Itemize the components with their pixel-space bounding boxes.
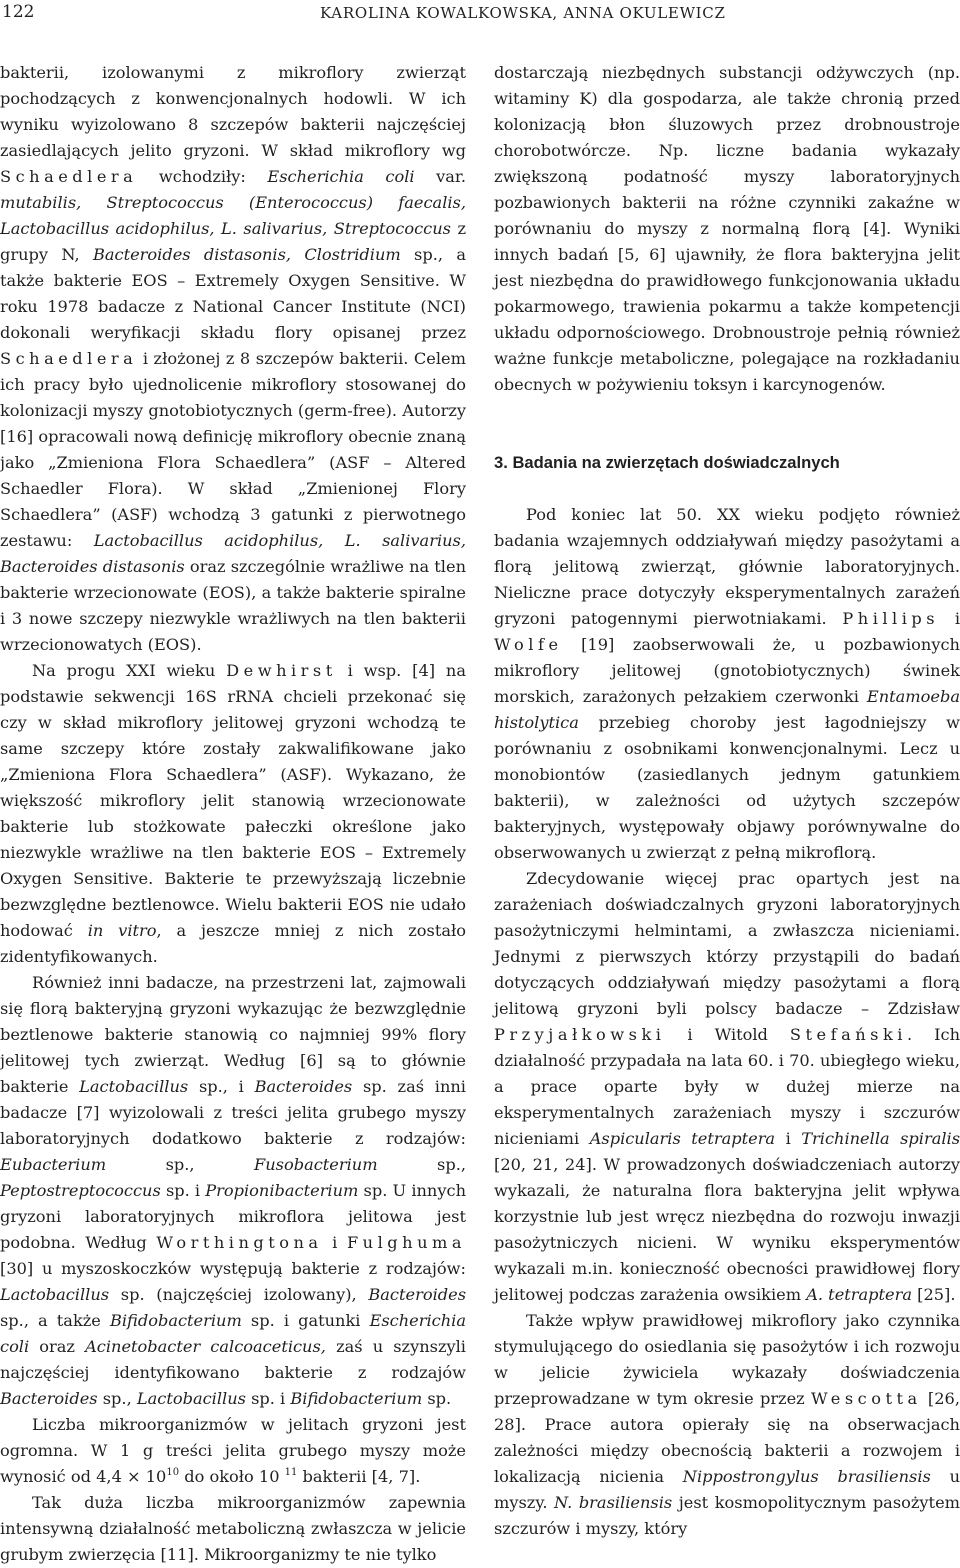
paragraph: Tak duża liczba mikroorganizmów zapewnia intensywną działalność metaboliczną zwłaszcza w jelicie grubym zwierzęcia [11]. Mikroorganizmy te nie tylko (0, 1493, 466, 1564)
left-column (0, 60, 466, 1568)
page-header (0, 0, 960, 26)
author-name: Phillips (842, 609, 940, 628)
paragraph: bakterii, izolowanymi z mikroflory zwierząt pochodzących z konwencjonalnych hodowli. W ich wyniku wyizolowano 8 szczepów bakterii najczęściej zasiedlających jelito gryzoni. W skład mikroflory wg Schaedlera wchodziły: Escherichia coli var. mutabilis, Streptococcus (Enterococcus) faecalis, Lactobacillus acidophilus, L. salivarius, Streptococcus z grupy N, Bacteroides distasonis, Clostridium sp., a także bakterie EOS – Extremely Oxygen Sensitive. W roku 1978 badacze z National Cancer Institute (NCI) dokonali weryfikacji składu flory opisanej przez Schaedlera i złożonej z 8 szczepów bakterii. Celem ich pracy było ujednolicenie mikroflory stosowanej do kolonizacji myszy gnotobiotycznych (germ-free). Autorzy [16] opracowali nową definicję mikroflory obecnie znaną jako „Zmieniona Flora Schaedlera” (ASF – Altered Schaedler Flora). W skład „Zmienionej Flory Schaedlera” (ASF) wchodzą 3 gatunki z pierwotnego zestawu: Lactobacillus acidophilus, L. salivarius, Bacteroides distasonis oraz szczególnie wrażliwe na tlen bakterie wrzecionowate (EOS), a także bakterie spiralne i 3 nowe szczepy niezwykle wrażliwych na tlen bakterii wrzecionowatych (EOS). (0, 63, 466, 654)
paragraph: Także wpływ prawidłowej mikroflory jako czynnika stymulującego do osiedlania się pasożytów i ich rozwoju w jelicie żywiciela wykazały doświadczenia przeprowadzane w tym okresie przez Wescotta [26, 28]. Prace autora opierały się na obserwacjach zależności między obecnością bakterii a rozwojem i lokalizacją nicienia Nippostrongylus brasiliensis u myszy. N. brasiliensis jest kosmopolitycznym pasożytem szczurów i myszy, który (494, 1311, 960, 1538)
exponent: 10 (166, 1467, 180, 1478)
author-name: Fulghuma (346, 1233, 467, 1252)
paragraph: Pod koniec lat 50. XX wieku podjęto również badania wzajemnych oddziaływań między pasożytami a florą jelitową zwierząt, głównie laboratoryjnych. Nieliczne prace dotyczyły eksperymentalnych zarażeń gryzoni patogennymi pierwotniakami. Phillips i Wolfe [19] zaobserwowali że, u pozbawionych mikroflory jelitowej (gnotobiotycznych) świnek morskich, zarażonych pełzakiem czerwonki Entamoeba histolytica przebieg choroby jest łagodniejszy w porównaniu z osobnikami konwencjonalnymi. Lecz u monobiontów (zasiedlanych jednym gatunkiem bakterii), w zależności od użytych szczepów bakteryjnych, występowały objawy porównywalne do obserwowanych u zwierząt z pełną mikroflorą. (494, 505, 960, 862)
right-column (494, 60, 960, 1542)
section-heading: 3. Badania na zwierzętach doświadczalnych (494, 453, 840, 472)
page-number: 122 (2, 2, 35, 22)
paragraph: Również inni badacze, na przestrzeni lat, zajmowali się florą bakteryjną gryzoni wykazując że bezwzględnie beztlenowe bakterie stanowią co najmniej 99% flory jelitowej tych zwierząt. Według [6] są to głównie bakterie Lactobacillus sp., i Bacteroides sp. zaś inni badacze [7] wyizolowali z treści jelita grubego myszy laboratoryjnych dodatkowo bakterie z rodzajów: Eubacterium sp., Fusobacterium sp., Peptostreptococcus sp. i Propionibacterium sp. U innych gryzoni laboratoryjnych mikroflora jelitowa jest podobna. Według Worthingtona i Fulghuma [30] u myszoskoczków występują bakterie z rodzajów: Lactobacillus sp. (najczęściej izolowany), Bacteroides sp., a także Bifidobacterium sp. i gatunki Escherichia coli oraz Acinetobacter calcoaceticus, zaś u szynszyli najczęściej identyfikowano bakterie z rodzajów Bacteroides sp., Lactobacillus sp. i Bifidobacterium sp. (0, 973, 467, 1408)
exponent: 11 (284, 1467, 298, 1478)
paragraph: Na progu XXI wieku Dewhirst i wsp. [4] na podstawie sekwencji 16S rRNA chcieli przekonać się czy w skład mikroflory jelitowej gryzoni wchodzą te same szczepy które zostały zakwalifikowane jako „Zmieniona Flora Schaedlera” (ASF). Wykazano, że większość mikroflory jelit stanowią wrzecionowate bakterie lub stożkowate pałeczki określone jako niezwykle wrażliwe na tlen bakterie EOS – Extremely Oxygen Sensitive. Bakterie te przewyższają liczebnie bezwzględne beztlenowce. Wielu bakterii EOS nie udało hodować in vitro, a jeszcze mniej z nich zostało zidentyfikowanych. (0, 661, 466, 966)
author-name: Przyjałkowski (494, 1025, 666, 1044)
author-name: Schaedlera (0, 349, 138, 368)
author-name: Dewhirst (226, 661, 337, 680)
author-name: Wescotta (810, 1389, 922, 1408)
running-head-authors: KAROLINA KOWALKOWSKA, ANNA OKULEWICZ (320, 4, 726, 22)
paragraph: dostarczają niezbędnych substancji odżywczych (np. witaminy K) dla gospodarza, ale także chronią przed kolonizacją błon śluzowych przez drobnoustroje chorobotwórcze. Np. liczne badania wykazały zwiększoną podatność myszy laboratoryjnych pozbawionych bakterii na różne czynniki zakaźne w porównaniu do myszy z normalną florą [4]. Wyniki innych badań [5, 6] ujawniły, że flora bakteryjna jelit jest niezbędna do prawidłowego funkcjonowania układu pokarmowego, trawienia pokarmu a także kompetencji układu odpornościowego. Drobnoustroje pełnią również ważne funkcje metaboliczne, polegające na rozkładaniu obecnych w pożywieniu toksyn i karcynogenów. (494, 63, 960, 394)
paragraph: Liczba mikroorganizmów w jelitach gryzoni jest ogromna. W 1 g treści jelita grubego myszy może wynosić od $4,4 \times 10^{10}$ do około 10 $^{11}$ bakterii [4, 7]. (0, 1415, 466, 1486)
author-name: Wolfe (494, 635, 563, 654)
paragraph: Zdecydowanie więcej prac opartych jest na zarażeniach doświadczalnych gryzoni laboratoryjnych pasożytniczymi helmintami, a zwłaszcza nicieniami. Jednymi z pierwszych którzy przystąpili do badań dotyczących oddziaływań między pasożytami a florą jelitową gryzoni byli polscy badacze – Zdzisław Przyjałkowski i Witold Stefański. Ich działalność przypadała na lata 60. i 70. ubiegłego wieku, a prace oparte były w dużej mierze na eksperymentalnych zarażeniach myszy i szczurów nicieniami Aspicularis tetraptera i Trichinella spiralis [20, 21, 24]. W prowadzonych doświadczeniach autorzy wykazali, że naturalna flora bakteryjna jelit wpływa korzystnie lub jest wręcz niezbędna do rozwoju inwazji pasożytniczych nicieni. W wyniku eksperymentów wykazali m.in. konieczność obecności prawidłowej flory jelitowej podczas zarażenia owsikiem A. tetraptera [25]. (494, 869, 960, 1304)
author-name: Schaedlera (0, 167, 138, 186)
author-name: Worthingtona (156, 1233, 323, 1252)
author-name: Stefański (789, 1025, 907, 1044)
